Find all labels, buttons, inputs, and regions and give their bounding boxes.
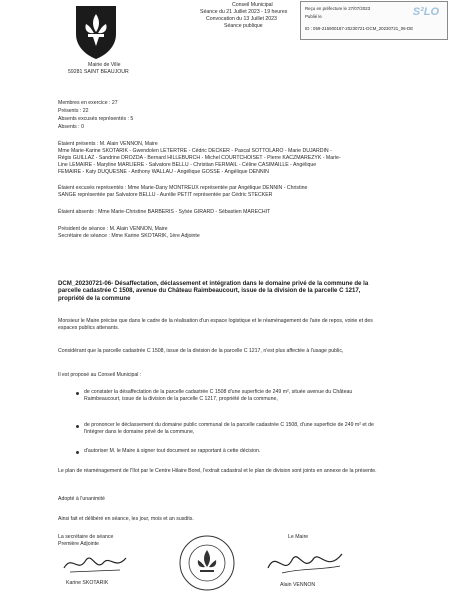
presents-line-2: Mme Marie-Karine SKOTARIK - Gwendolen LETERTRE - Cédric DECKER - Pascal SOTTOLARO - Marie DUJARDIN - [58, 148, 332, 154]
secretary-signature-title: La secrétaire de séance [58, 534, 114, 540]
deliberation-title: DCM_20230721-06- Désaffectation, déclassement et intégration dans le domaine privé de la commune de la parcelle cadastrée C 1508, avenue du Château Raimbeaucourt, issue de la division de la parcelle C 1217, propriété de la commune [58, 280, 369, 302]
intro-paragraph: Monsieur le Maire précise que dans le cadre de la réalisation d'un espace logistique et le réaménagement de l'aire de repos, voirie et des espaces publics attenants. [58, 318, 373, 331]
city-coat-of-arms [74, 4, 118, 60]
seance-date: Séance du 21 Juillet 2023 - 19 heures [200, 9, 288, 15]
presents-line-4: Line LEMAIRE - Maryline MARLIERE - Salvatore BELLU - Christian FERMAIL - Céline CASIMAILLE - Angélique [58, 162, 317, 168]
bullet-marker [76, 451, 79, 454]
receipt-published: Publié le [305, 14, 322, 19]
considerant-paragraph: Considérant que la parcelle cadastrée C 1508, issue de la division de la parcelle C 1217, n'est plus affectée à l'usage public, [58, 348, 344, 354]
annex-paragraph: Le plan de réaménagement de l'îlot par le Centre Hilaire Borel, l'extrait cadastral et le plan de division sont joints en annexe de la présente. [58, 468, 377, 474]
secretary-name: Karine SKOTARIK [66, 580, 109, 586]
mayor-signature-title: Le Maire [288, 534, 309, 540]
council-label: Conseil Municipal [232, 2, 273, 8]
proposal-item-2: de prononcer le déclassement du domaine public communal de la parcelle cadastrée C 1508, d'une superficie de 249 m² et de l'intégrer dans le domaine privé de la commune, [84, 422, 374, 435]
receipt-id: ID : 059-215900187-20230721-DCM_20230721_06-DE [305, 26, 414, 31]
prefecture-receipt-stamp [300, 1, 448, 40]
absent-count: Absents : 0 [58, 124, 84, 130]
absents-line: Étaient absents : Mme Marie-Christine BARBERIS - Sylvie GIRARD - Sébastien MARECHIT [58, 209, 271, 215]
presents-line-3: Régis GUILLAZ - Sandrine DROZDA - Bernard HILLEBURCH - Michel COURTCHOISET - Pierre KACZMAREZYK - Marie- [58, 155, 341, 161]
members-count: Membres en exercice : 27 [58, 100, 118, 106]
mayor-handwritten-signature [262, 546, 352, 580]
proposal-item-1: de constater la désaffectation de la parcelle cadastrée C 1508 d'une superficie de 249 m², située avenue du Château Raimbeaucourt, issue de la division de la parcelle C 1217, propriété de la commune, [84, 389, 353, 402]
presents-line-5: FEMAIRE - Katy DUQUESNE - Anthony WALLAU - Angélique GOSSE - Angélique DENNIN [58, 169, 269, 175]
receipt-date: Reçu en préfecture le 27/07/2023 [305, 6, 371, 11]
seance-type: Séance publique [224, 23, 263, 29]
proposal-item-3: d'autoriser M. le Maire à signer tout document se rapportant à cette décision. [84, 448, 261, 454]
excused-count: Absents excusés représentés : 5 [58, 116, 134, 122]
represented-line-2: SANGE représentée par Salvatore BELLU - Aurélie PETIT représentée par Cédric STECKER [58, 192, 273, 198]
present-count: Présents : 22 [58, 108, 89, 114]
secretary-handwritten-signature [60, 548, 140, 580]
convocation-date: Convocation du 13 Juillet 2023 [206, 16, 277, 22]
secretary-role: Première Adjointe [58, 541, 99, 547]
proposal-intro: Il est proposé au Conseil Municipal : [58, 372, 142, 378]
s2lo-logo: S²LO [412, 6, 439, 18]
bullet-marker [76, 425, 79, 428]
adoption-result: Adopté à l'unanimité [58, 496, 105, 502]
bullet-marker [76, 392, 79, 395]
certification-line: Ainsi fait et délibéré en séance, les jour, mois et an susdits. [58, 516, 194, 522]
mairie-label: Mairie de Ville [88, 62, 121, 68]
represented-line-1: Étaient excusés représentés : Mme Marie-Dany MONTREUX représentée par Angélique DENNIN - Christine [58, 185, 308, 191]
mairie-official-seal [178, 534, 236, 592]
presents-line-1: Étaient présents : M. Alain VENNON, Maire [58, 141, 158, 147]
city-name: 59281 SAINT BEAUJOUR [68, 69, 129, 75]
session-president: Président de séance : M. Alain VENNON, Maire [58, 226, 168, 232]
session-secretary: Secrétaire de séance : Mme Karine SKOTARIK, 1ère Adjointe [58, 233, 200, 239]
mayor-name: Alain VENNON [280, 582, 316, 588]
